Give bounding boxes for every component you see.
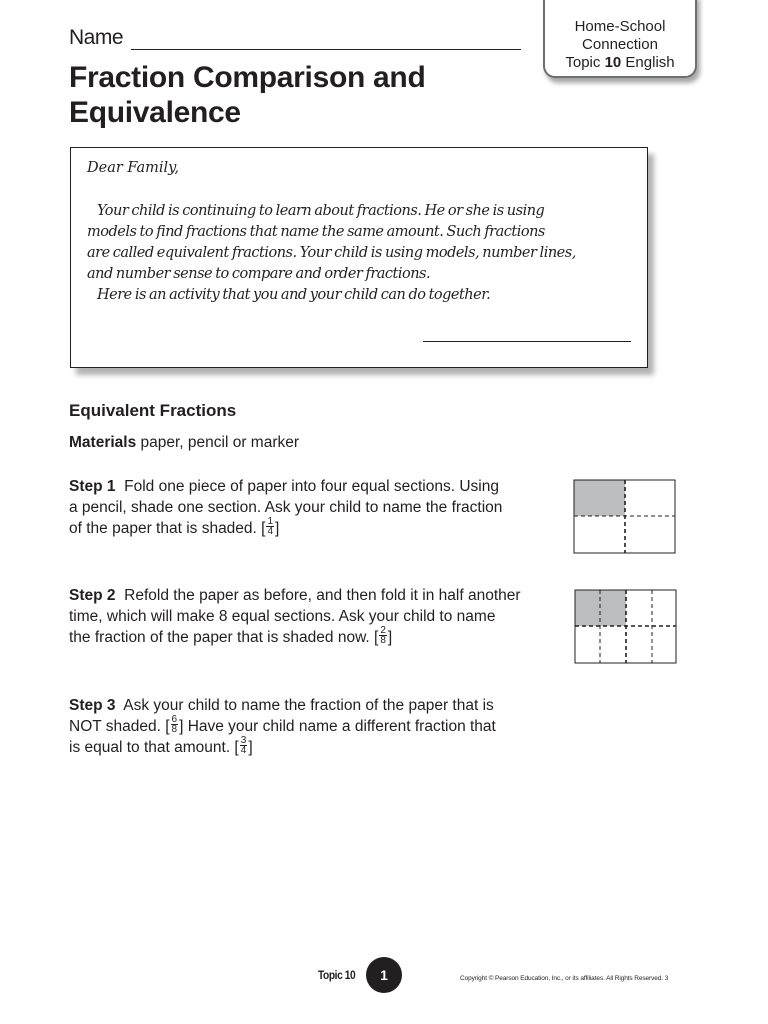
letter-line: Here is an activity that you and your child can do together. <box>97 287 491 303</box>
signature-line <box>423 341 631 342</box>
materials-text: paper, pencil or marker <box>140 434 300 451</box>
page-number: 1 <box>366 957 402 993</box>
activity-heading: Equivalent Fractions <box>69 401 237 420</box>
family-letter-box <box>70 147 648 368</box>
step-text: the fraction of the paper that is shaded now. [ <box>69 629 379 646</box>
title-line-2: Equivalence <box>69 96 241 129</box>
step-label: Step 1 <box>69 478 116 495</box>
name-label: Name <box>69 26 124 49</box>
step-label: Step 2 <box>69 587 116 604</box>
step-text: ] Have your child name a different fraction that <box>179 718 496 735</box>
shaded-section <box>574 480 625 516</box>
step-3: Step 3 Ask your child to name the fraction of the paper that is NOT shaded. [ $\frac{6}{8}$ ] Have your child name a different fraction that is equal to that amount. [ $\frac{3}{4}$ ] <box>69 697 496 757</box>
tab-topic-word: Topic <box>565 54 601 71</box>
step-text: time, which will make 8 equal sections. Ask your child to name <box>69 608 496 625</box>
letter-line: and number sense to compare and order fractions. <box>87 266 431 282</box>
letter-salutation: Dear Family, <box>87 160 180 176</box>
fraction-answer: $\frac{2}{8}$ <box>380 625 386 647</box>
letter-body <box>87 201 607 306</box>
tab-line-3 <box>545 54 695 72</box>
eighths-fold-diagram <box>574 589 678 665</box>
step-text: is equal to that amount. [ <box>69 739 239 756</box>
letter-line: models to find fractions that name the same amount. Such fractions <box>87 224 545 240</box>
fourths-fold-diagram <box>573 479 677 555</box>
fraction-answer: $\frac{3}{4}$ <box>240 735 247 757</box>
step-2: Step 2 Refold the paper as before, and then fold it in half another time, which will make 8 equal sections. Ask your child to name the fraction of the paper that is shaded now. [ $\frac{2}{8}$ ] <box>69 585 569 648</box>
materials-line <box>69 434 299 452</box>
title-line-1: Fraction Comparison and <box>69 61 426 94</box>
copyright-notice: Copyright © Pearson Education, Inc., or its affiliates. All Rights Reserved. 3 <box>460 975 669 982</box>
tab-language: English <box>625 54 675 71</box>
tab-line-1: Home-School <box>574 18 666 35</box>
name-write-line[interactable] <box>131 49 521 50</box>
tab-line-2: Connection <box>582 36 658 53</box>
footer-topic-label: Topic 10 <box>318 968 356 982</box>
step-text: a pencil, shade one section. Ask your child to name the fraction <box>69 499 503 516</box>
letter-line: are called equivalent fractions. Your child is using models, number lines, <box>87 245 576 261</box>
step-text: Refold the paper as before, and then fold it in half another <box>124 587 521 604</box>
materials-label: Materials <box>69 434 137 451</box>
page-title <box>69 60 529 130</box>
step-text: Fold one piece of paper into four equal sections. Using <box>124 478 499 495</box>
name-row <box>69 26 521 52</box>
fraction-answer: $\frac{6}{8}$ <box>171 714 178 736</box>
step-1: Step 1 Fold one piece of paper into four equal sections. Using a pencil, shade one section. Ask your child to name the fraction of the paper that is shaded. [ $\frac{1}{4}$ ] <box>69 476 569 539</box>
fraction-answer: $\frac{1}{4}$ <box>267 516 274 538</box>
tab-topic-number: 10 <box>604 54 622 71</box>
step-label: Step 3 <box>69 697 116 714</box>
step-text: of the paper that is shaded. [ <box>69 520 266 537</box>
letter-line: Your child is continuing to learn about fractions. He or she is using <box>97 203 545 219</box>
step-text: NOT shaded. [ <box>69 718 170 735</box>
step-text: Ask your child to name the fraction of the paper that is <box>123 697 494 714</box>
home-school-tab <box>543 0 697 78</box>
